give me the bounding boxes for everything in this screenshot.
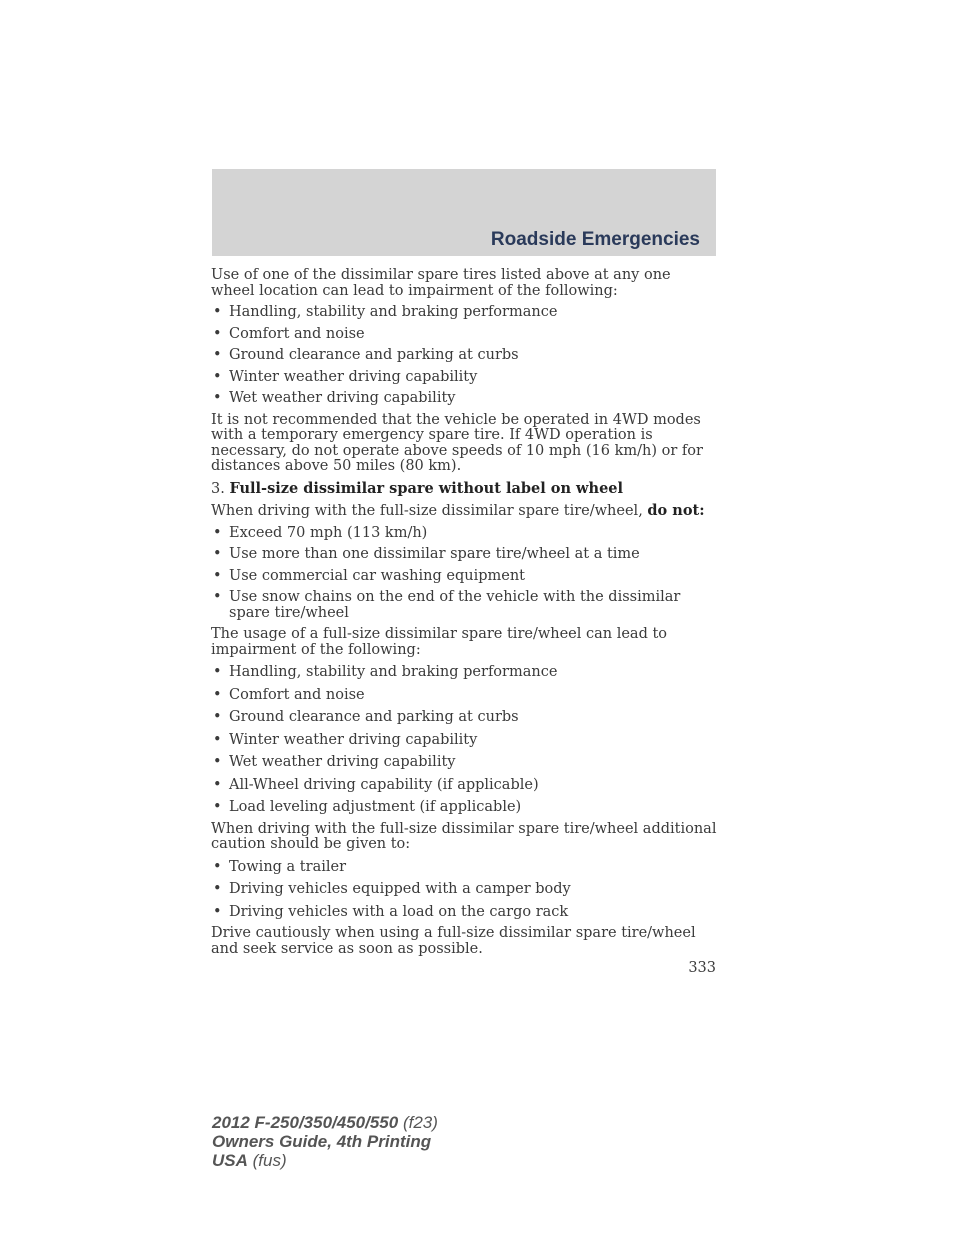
- list-item: • Handling, stability and braking performance: [211, 665, 717, 681]
- when-driving-paragraph: [211, 503, 717, 520]
- list-item: • Use more than one dissimilar spare tire/wheel at a time: [211, 547, 717, 563]
- section-3-title: Full-size dissimilar spare without label on wheel: [229, 479, 624, 497]
- list-item: • Ground clearance and parking at curbs: [211, 348, 717, 364]
- intro-paragraph: Use of one of the dissimilar spare tires listed above at any one wheel location can lead to impairment of the following:: [211, 267, 671, 299]
- market-code: (fus): [252, 1151, 287, 1170]
- list-item: • Ground clearance and parking at curbs: [211, 710, 717, 726]
- list-item: • Use snow chains on the end of the vehicle with the dissimilar spare tire/wheel: [211, 590, 717, 621]
- model-years: 2012 F-250/350/450/550: [212, 1113, 399, 1132]
- footer-line-market: [212, 1151, 438, 1170]
- list-item: • Driving vehicles with a load on the cargo rack: [211, 905, 717, 921]
- section-title: Roadside Emergencies: [490, 229, 700, 250]
- section-number: 3.: [211, 480, 225, 497]
- caution-paragraph: When driving with the full-size dissimilar spare tire/wheel additional caution should be given to:: [211, 820, 717, 852]
- list-item: • Wet weather driving capability: [211, 755, 717, 771]
- list-item: • Comfort and noise: [211, 327, 717, 343]
- list-item: • Driving vehicles equipped with a camper body: [211, 882, 717, 898]
- impairment-list-full-size: [211, 665, 717, 816]
- do-not-emphasis: do not:: [647, 502, 705, 519]
- do-not-list: [211, 526, 717, 622]
- list-item: • Towing a trailer: [211, 860, 717, 876]
- page-content: [211, 268, 717, 957]
- list-item: • All-Wheel driving capability (if applicable): [211, 778, 717, 794]
- list-item: • Winter weather driving capability: [211, 733, 717, 749]
- list-item: • Load leveling adjustment (if applicable): [211, 800, 717, 816]
- closing-paragraph: Drive cautiously when using a full-size dissimilar spare tire/wheel and seek service as soon as possible.: [211, 925, 696, 957]
- footer-line-guide: [212, 1132, 438, 1151]
- list-item: • Exceed 70 mph (113 km/h): [211, 526, 717, 542]
- list-item: • Wet weather driving capability: [211, 391, 717, 407]
- footer-line-model: [212, 1113, 438, 1132]
- document-footer: [212, 1113, 438, 1170]
- guide-edition: Owners Guide, 4th Printing: [212, 1132, 432, 1151]
- page-number: 333: [688, 960, 716, 976]
- model-code: (f23): [402, 1113, 438, 1132]
- usage-paragraph: The usage of a full-size dissimilar spare tire/wheel can lead to impairment of the following:: [211, 626, 668, 658]
- section-3-heading: [211, 481, 717, 498]
- list-item: • Use commercial car washing equipment: [211, 569, 717, 585]
- impairment-list-temporary: [211, 305, 717, 407]
- when-driving-text: When driving with the full-size dissimilar spare tire/wheel,: [211, 503, 643, 519]
- 4wd-paragraph: It is not recommended that the vehicle be operated in 4WD modes with a temporary emergency spare tire. If 4WD operation is necessary, do not operate above speeds of 10 mph (16 km/h) or for distances above 50 miles (80 km).: [211, 411, 703, 474]
- list-item: • Handling, stability and braking performance: [211, 305, 717, 321]
- section-header-band: [212, 169, 716, 256]
- market: USA: [212, 1151, 248, 1170]
- list-item: • Winter weather driving capability: [211, 370, 717, 386]
- caution-list: [211, 860, 717, 921]
- list-item: • Comfort and noise: [211, 688, 717, 704]
